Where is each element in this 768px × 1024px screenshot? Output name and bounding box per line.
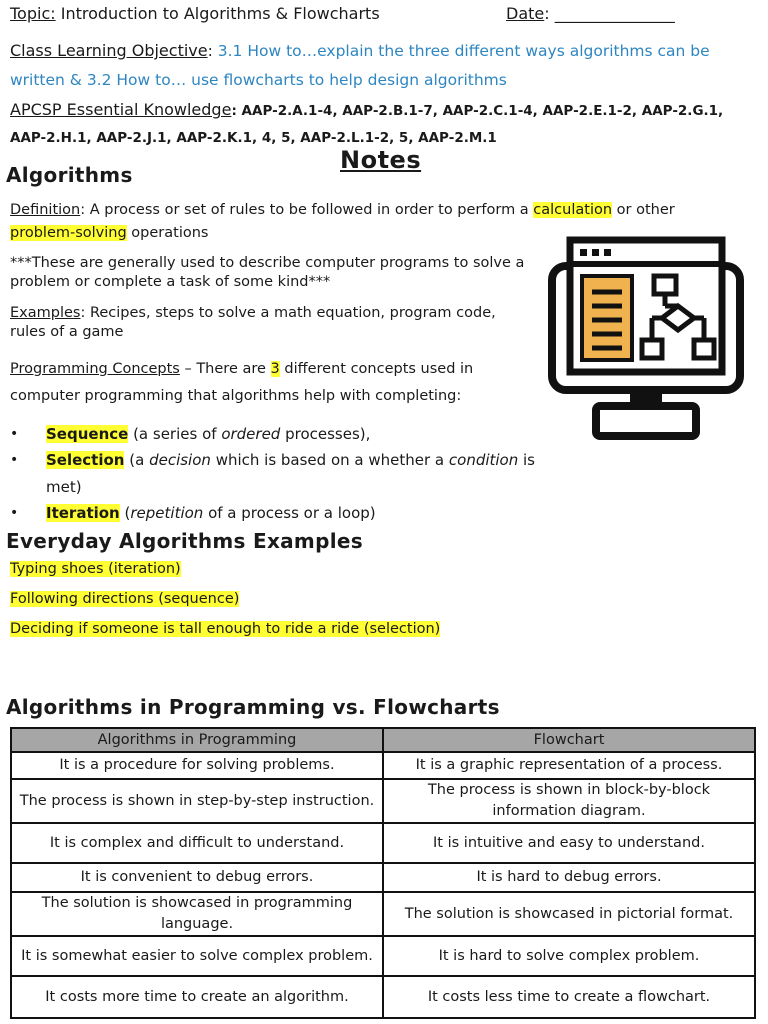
column-header-flowchart: Flowchart bbox=[383, 728, 755, 752]
table-cell: It is hard to solve complex problem. bbox=[383, 936, 755, 976]
everyday-item-text: Deciding if someone is tall enough to ride a ride (selection) bbox=[10, 621, 441, 637]
concept-bullet-selection bbox=[10, 447, 536, 501]
examples-text: : Recipes, steps to solve a math equation, program code, rules of a game bbox=[10, 305, 496, 340]
bullet-text: ( bbox=[119, 504, 131, 522]
objective-colon: : bbox=[207, 42, 213, 60]
table-cell: It costs less time to create a flowchart. bbox=[383, 976, 755, 1018]
bullet-dot: • bbox=[10, 452, 19, 468]
algorithms-heading: Algorithms bbox=[6, 163, 133, 187]
table-row bbox=[11, 779, 755, 823]
class-objective bbox=[10, 36, 755, 95]
table-row bbox=[11, 863, 755, 892]
definition-pre: : A process or set of rules to be followed in order to perform a bbox=[80, 202, 534, 218]
objective-label: Class Learning Objective bbox=[10, 41, 208, 60]
notes-title: Notes bbox=[340, 146, 422, 174]
table-row bbox=[11, 936, 755, 976]
definition-highlight-calculation: calculation bbox=[533, 202, 613, 218]
bullet-dot: • bbox=[10, 426, 19, 442]
topic-label: Topic: bbox=[10, 4, 56, 23]
table-cell: It costs more time to create an algorithm. bbox=[11, 976, 383, 1018]
definition-post: operations bbox=[126, 225, 209, 241]
date-label: Date bbox=[506, 4, 545, 23]
objective-text-1: explain the three different ways algorithms can be written & bbox=[10, 42, 710, 89]
table-row bbox=[11, 976, 755, 1018]
apcsp-knowledge bbox=[10, 96, 755, 152]
bullet-text: processes), bbox=[280, 425, 371, 443]
apcsp-colon: : bbox=[231, 103, 242, 119]
everyday-item bbox=[10, 559, 181, 580]
comparison-table bbox=[10, 727, 756, 1019]
everyday-item-text: Typing shoes (iteration) bbox=[10, 561, 181, 577]
everyday-heading: Everyday Algorithms Examples bbox=[6, 529, 363, 553]
apcsp-label: APCSP Essential Knowledge bbox=[10, 100, 232, 119]
concepts-post: different concepts used in computer programming that algorithms help with completing: bbox=[10, 361, 474, 404]
concepts-number: 3 bbox=[270, 361, 280, 377]
column-header-programming: Algorithms in Programming bbox=[11, 728, 383, 752]
table-cell: It is convenient to debug errors. bbox=[11, 863, 383, 892]
bullet-term: Sequence bbox=[46, 425, 129, 443]
programming-concepts-paragraph bbox=[10, 356, 530, 410]
comparison-heading: Algorithms in Programming vs. Flowcharts bbox=[6, 695, 500, 719]
definition-label: Definition bbox=[10, 202, 81, 218]
algorithm-note: ***These are generally used to describe computer programs to solve a problem or complete a task of some kind*** bbox=[10, 255, 525, 290]
concept-bullet-iteration bbox=[10, 500, 536, 527]
everyday-item bbox=[10, 619, 440, 640]
table-cell: It is complex and difficult to understand. bbox=[11, 823, 383, 863]
bullet-term: Iteration bbox=[46, 504, 120, 522]
objective-code-2: 3.2 How to… bbox=[86, 71, 187, 89]
concepts-pre: – There are bbox=[179, 361, 271, 377]
table-header-row bbox=[11, 728, 755, 752]
bullet-text: (a bbox=[124, 451, 150, 469]
bullet-term: Selection bbox=[46, 451, 125, 469]
topic-value: Introduction to Algorithms & Flowcharts bbox=[60, 4, 380, 23]
examples-label: Examples bbox=[10, 305, 81, 321]
bullet-emphasis: decision bbox=[149, 451, 211, 469]
table-cell: The solution is showcased in programming language. bbox=[11, 892, 383, 936]
bullet-text: is met) bbox=[46, 451, 536, 496]
table-cell: It is a procedure for solving problems. bbox=[11, 752, 383, 779]
date-line bbox=[506, 4, 675, 23]
definition-highlight-problem-solving: problem-solving bbox=[10, 225, 127, 241]
objective-code-1: 3.1 How to… bbox=[217, 42, 318, 60]
everyday-item bbox=[10, 589, 239, 610]
objective-text-2: use flowcharts to help design algorithms bbox=[186, 71, 507, 89]
apcsp-codes: AAP-2.A.1-4, AAP-2.B.1-7, AAP-2.C.1-4, AAP-2.E.1-2, AAP-2.G.1, AAP-2.H.1, AAP-2.J.1, AAP-2.K.1, 4, 5, AAP-2.L.1-2, 5, AAP-2.M.1 bbox=[10, 103, 724, 146]
concepts-label: Programming Concepts bbox=[10, 361, 180, 377]
bullet-dot: • bbox=[10, 505, 19, 521]
table-cell: The process is shown in block-by-block information diagram. bbox=[383, 779, 755, 823]
table-row bbox=[11, 823, 755, 863]
table-cell: It is intuitive and easy to understand. bbox=[383, 823, 755, 863]
everyday-item-text: Following directions (sequence) bbox=[10, 591, 240, 607]
bullet-emphasis: repetition bbox=[130, 504, 204, 522]
table-cell: The solution is showcased in pictorial format. bbox=[383, 892, 755, 936]
bullet-emphasis: ordered bbox=[221, 425, 281, 443]
table-cell: It is hard to debug errors. bbox=[383, 863, 755, 892]
table-cell: It is a graphic representation of a process. bbox=[383, 752, 755, 779]
table-row bbox=[11, 752, 755, 779]
topic-line bbox=[10, 4, 380, 23]
concept-bullet-sequence bbox=[10, 421, 536, 448]
examples-paragraph bbox=[10, 304, 530, 342]
date-blank: : _______________ bbox=[544, 4, 675, 23]
definition-mid: or other bbox=[612, 202, 675, 218]
bullet-text: of a process or a loop) bbox=[203, 504, 376, 522]
bullet-text: (a series of bbox=[128, 425, 222, 443]
computer-flowchart-icon bbox=[546, 236, 746, 440]
bullet-text: which is based on a whether a bbox=[210, 451, 449, 469]
table-cell: The process is shown in step-by-step instruction. bbox=[11, 779, 383, 823]
table-cell: It is somewhat easier to solve complex problem. bbox=[11, 936, 383, 976]
table-row bbox=[11, 892, 755, 936]
bullet-emphasis: condition bbox=[448, 451, 519, 469]
